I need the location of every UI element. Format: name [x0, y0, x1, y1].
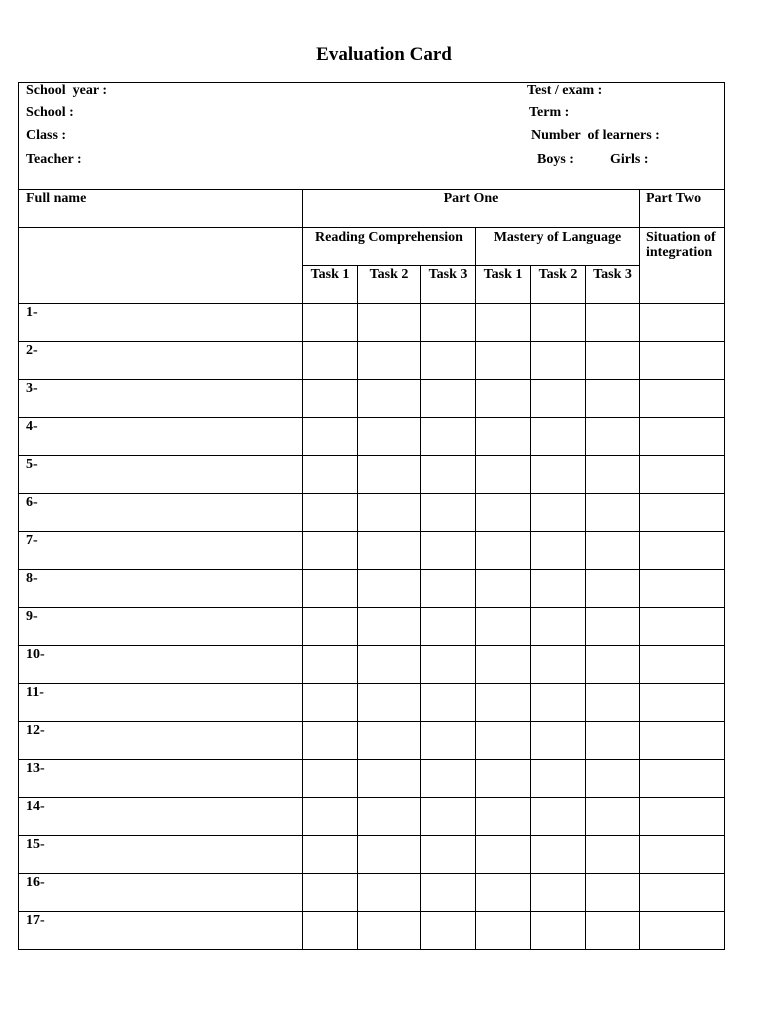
score-cell[interactable] — [421, 874, 476, 912]
learner-name-cell[interactable]: 7- — [19, 532, 303, 570]
table-row — [19, 798, 725, 836]
part-one-header: Part One — [303, 190, 640, 228]
full-name-header: Full name — [19, 190, 303, 228]
score-cell[interactable] — [586, 874, 640, 912]
situation-score-cell[interactable] — [640, 608, 725, 646]
score-cell[interactable] — [358, 380, 421, 418]
score-cell[interactable] — [476, 380, 531, 418]
table-row — [19, 912, 725, 950]
learner-name-cell[interactable]: 16- — [19, 874, 303, 912]
score-cell[interactable] — [303, 532, 358, 570]
situation-score-cell[interactable] — [640, 722, 725, 760]
score-cell[interactable] — [531, 912, 586, 950]
score-cell[interactable] — [421, 608, 476, 646]
learner-name-cell[interactable]: 8- — [19, 570, 303, 608]
score-cell[interactable] — [303, 760, 358, 798]
score-cell[interactable] — [476, 760, 531, 798]
page-title: Evaluation Card — [316, 44, 452, 65]
task-header: Task 2 — [531, 266, 586, 304]
situation-score-cell[interactable] — [640, 494, 725, 532]
school-year-label: School year : — [26, 83, 108, 98]
table-row — [19, 532, 725, 570]
score-cell[interactable] — [586, 494, 640, 532]
class-label: Class : — [26, 128, 67, 143]
learner-name-cell[interactable]: 17- — [19, 912, 303, 950]
situation-score-cell[interactable] — [640, 456, 725, 494]
score-cell[interactable] — [358, 608, 421, 646]
score-cell[interactable] — [531, 608, 586, 646]
score-cell[interactable] — [476, 532, 531, 570]
table-row — [19, 646, 725, 684]
num-learners-label: Number of learners : — [531, 128, 660, 143]
score-cell[interactable] — [358, 418, 421, 456]
score-cell[interactable] — [358, 836, 421, 874]
girls-label: Girls : — [610, 152, 649, 167]
mastery-of-language-header: Mastery of Language — [476, 228, 640, 266]
score-cell[interactable] — [303, 912, 358, 950]
score-cell[interactable] — [476, 418, 531, 456]
score-cell[interactable] — [586, 798, 640, 836]
score-cell[interactable] — [476, 304, 531, 342]
score-cell[interactable] — [358, 342, 421, 380]
score-cell[interactable] — [586, 836, 640, 874]
score-cell[interactable] — [358, 304, 421, 342]
task-header: Task 2 — [358, 266, 421, 304]
score-cell[interactable] — [586, 456, 640, 494]
score-cell[interactable] — [303, 304, 358, 342]
score-cell[interactable] — [476, 912, 531, 950]
score-cell[interactable] — [476, 836, 531, 874]
table-row — [19, 760, 725, 798]
situation-score-cell[interactable] — [640, 836, 725, 874]
score-cell[interactable] — [303, 608, 358, 646]
score-cell[interactable] — [476, 608, 531, 646]
score-cell[interactable] — [303, 874, 358, 912]
score-cell[interactable] — [476, 722, 531, 760]
score-cell[interactable] — [531, 798, 586, 836]
score-cell[interactable] — [421, 798, 476, 836]
score-cell[interactable] — [476, 570, 531, 608]
info-box — [18, 82, 725, 190]
score-cell[interactable] — [531, 456, 586, 494]
score-cell[interactable] — [531, 570, 586, 608]
table-row — [19, 304, 725, 342]
situation-score-cell[interactable] — [640, 760, 725, 798]
full-name-blank-cell — [19, 228, 303, 304]
evaluation-table — [18, 189, 725, 950]
score-cell[interactable] — [303, 342, 358, 380]
table-row — [19, 456, 725, 494]
situation-score-cell[interactable] — [640, 342, 725, 380]
table-row — [19, 494, 725, 532]
task-header: Task 3 — [421, 266, 476, 304]
score-cell[interactable] — [586, 532, 640, 570]
part-two-header: Part Two — [640, 190, 725, 228]
task-header: Task 1 — [476, 266, 531, 304]
score-cell[interactable] — [476, 646, 531, 684]
situation-score-cell[interactable] — [640, 646, 725, 684]
situation-score-cell[interactable] — [640, 532, 725, 570]
score-cell[interactable] — [531, 684, 586, 722]
score-cell[interactable] — [421, 304, 476, 342]
score-cell[interactable] — [358, 570, 421, 608]
score-cell[interactable] — [586, 304, 640, 342]
term-label: Term : — [529, 105, 570, 120]
situation-of-integration-header: Situation of integration — [640, 228, 725, 304]
score-cell[interactable] — [476, 456, 531, 494]
score-cell[interactable] — [421, 456, 476, 494]
score-cell[interactable] — [586, 684, 640, 722]
learner-name-cell[interactable]: 12- — [19, 722, 303, 760]
score-cell[interactable] — [303, 836, 358, 874]
task-header: Task 1 — [303, 266, 358, 304]
table-row — [19, 874, 725, 912]
score-cell[interactable] — [531, 646, 586, 684]
score-cell[interactable] — [421, 912, 476, 950]
task-header: Task 3 — [586, 266, 640, 304]
score-cell[interactable] — [586, 418, 640, 456]
learner-name-cell[interactable]: 13- — [19, 760, 303, 798]
score-cell[interactable] — [476, 342, 531, 380]
score-cell[interactable] — [303, 456, 358, 494]
score-cell[interactable] — [421, 646, 476, 684]
table-row — [19, 380, 725, 418]
score-cell[interactable] — [358, 722, 421, 760]
table-row — [19, 342, 725, 380]
table-row — [19, 836, 725, 874]
score-cell[interactable] — [358, 684, 421, 722]
test-exam-label: Test / exam : — [527, 83, 603, 98]
score-cell[interactable] — [476, 874, 531, 912]
situation-score-cell[interactable] — [640, 684, 725, 722]
score-cell[interactable] — [586, 912, 640, 950]
score-cell[interactable] — [586, 760, 640, 798]
score-cell[interactable] — [358, 494, 421, 532]
score-cell[interactable] — [421, 684, 476, 722]
score-cell[interactable] — [586, 570, 640, 608]
score-cell[interactable] — [421, 532, 476, 570]
score-cell[interactable] — [358, 532, 421, 570]
learner-name-cell[interactable]: 6- — [19, 494, 303, 532]
score-cell[interactable] — [358, 646, 421, 684]
score-cell[interactable] — [421, 494, 476, 532]
table-row — [19, 570, 725, 608]
situation-score-cell[interactable] — [640, 874, 725, 912]
score-cell[interactable] — [358, 874, 421, 912]
score-cell[interactable] — [421, 418, 476, 456]
learner-name-cell[interactable]: 9- — [19, 608, 303, 646]
learner-name-cell[interactable]: 15- — [19, 836, 303, 874]
score-cell[interactable] — [586, 646, 640, 684]
score-cell[interactable] — [303, 494, 358, 532]
score-cell[interactable] — [421, 380, 476, 418]
table-row — [19, 608, 725, 646]
score-cell[interactable] — [358, 456, 421, 494]
learner-name-cell[interactable]: 1- — [19, 304, 303, 342]
score-cell[interactable] — [586, 608, 640, 646]
score-cell[interactable] — [586, 342, 640, 380]
situation-score-cell[interactable] — [640, 380, 725, 418]
table-row — [19, 684, 725, 722]
score-cell[interactable] — [531, 874, 586, 912]
score-cell[interactable] — [531, 760, 586, 798]
table-row — [19, 418, 725, 456]
score-cell[interactable] — [531, 418, 586, 456]
score-cell[interactable] — [531, 342, 586, 380]
score-cell[interactable] — [303, 646, 358, 684]
learner-name-cell[interactable]: 4- — [19, 418, 303, 456]
score-cell[interactable] — [531, 836, 586, 874]
situation-score-cell[interactable] — [640, 570, 725, 608]
score-cell[interactable] — [476, 684, 531, 722]
table-row — [19, 722, 725, 760]
learner-name-cell[interactable]: 2- — [19, 342, 303, 380]
reading-comprehension-header: Reading Comprehension — [303, 228, 476, 266]
score-cell[interactable] — [586, 380, 640, 418]
situation-score-cell[interactable] — [640, 798, 725, 836]
score-cell[interactable] — [358, 912, 421, 950]
score-cell[interactable] — [421, 342, 476, 380]
score-cell[interactable] — [303, 570, 358, 608]
score-cell[interactable] — [421, 722, 476, 760]
score-cell[interactable] — [303, 418, 358, 456]
score-cell[interactable] — [531, 494, 586, 532]
situation-score-cell[interactable] — [640, 418, 725, 456]
score-cell[interactable] — [476, 798, 531, 836]
learner-name-cell[interactable]: 3- — [19, 380, 303, 418]
score-cell[interactable] — [303, 722, 358, 760]
situation-score-cell[interactable] — [640, 912, 725, 950]
learner-name-cell[interactable]: 5- — [19, 456, 303, 494]
score-cell[interactable] — [421, 836, 476, 874]
score-cell[interactable] — [421, 570, 476, 608]
score-cell[interactable] — [531, 722, 586, 760]
teacher-label: Teacher : — [26, 152, 82, 167]
score-cell[interactable] — [421, 760, 476, 798]
score-cell[interactable] — [303, 684, 358, 722]
learner-name-cell[interactable]: 11- — [19, 684, 303, 722]
situation-score-cell[interactable] — [640, 304, 725, 342]
score-cell[interactable] — [303, 380, 358, 418]
score-cell[interactable] — [586, 722, 640, 760]
school-label: School : — [26, 105, 74, 120]
score-cell[interactable] — [531, 304, 586, 342]
score-cell[interactable] — [531, 532, 586, 570]
learner-name-cell[interactable]: 14- — [19, 798, 303, 836]
score-cell[interactable] — [303, 798, 358, 836]
boys-label: Boys : — [537, 152, 574, 167]
score-cell[interactable] — [531, 380, 586, 418]
learner-name-cell[interactable]: 10- — [19, 646, 303, 684]
score-cell[interactable] — [358, 760, 421, 798]
score-cell[interactable] — [358, 798, 421, 836]
score-cell[interactable] — [476, 494, 531, 532]
